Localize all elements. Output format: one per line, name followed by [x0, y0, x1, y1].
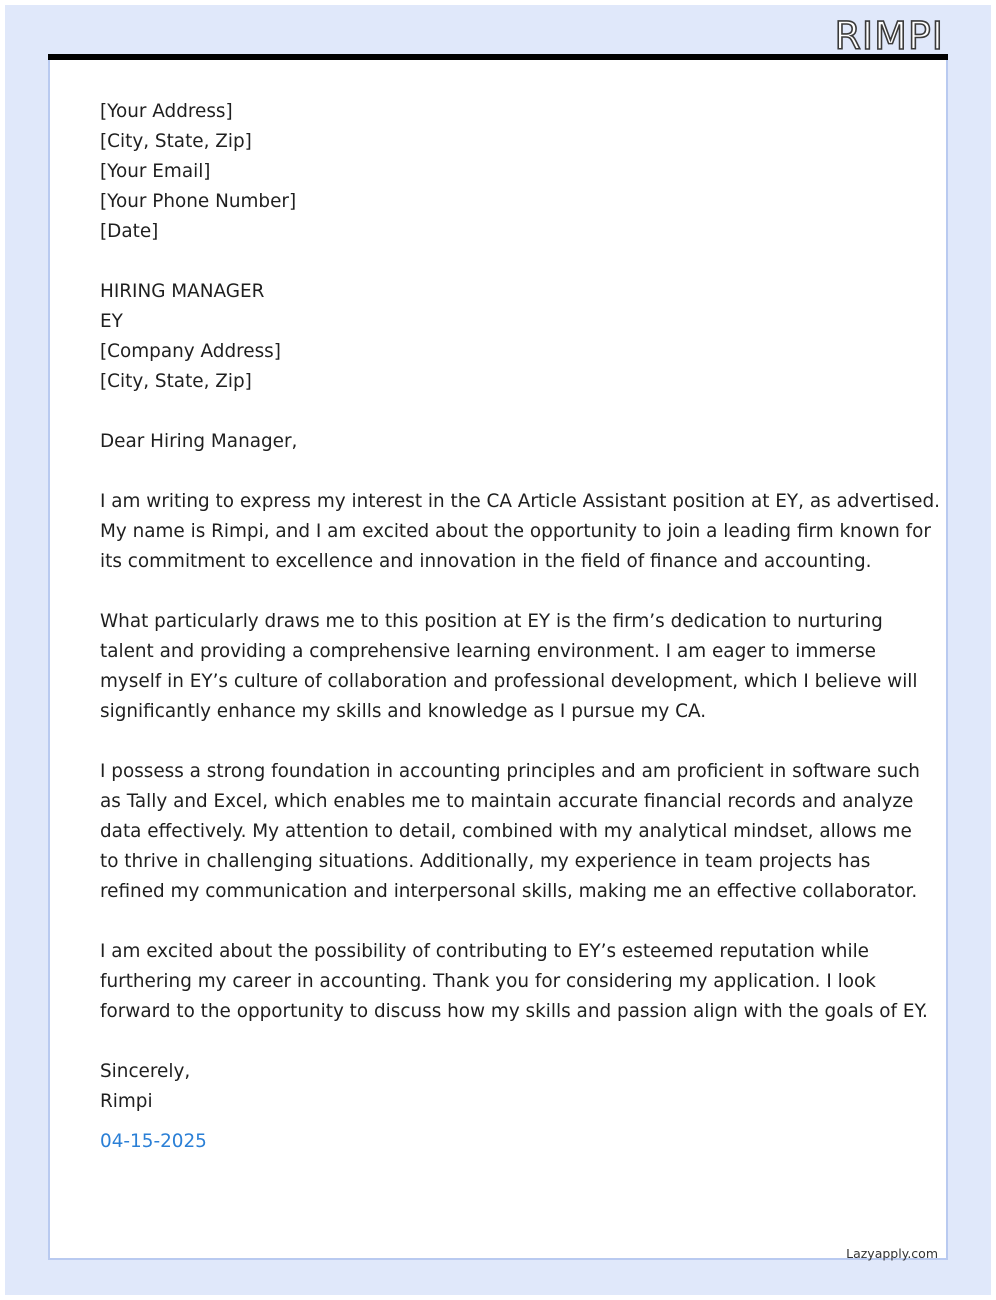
paragraph-intro [100, 487, 940, 577]
paragraph-line: myself in EY’s culture of collaboration and professional development, which I believe will [100, 671, 918, 692]
paragraph-motivation [100, 607, 918, 727]
paragraph-line: talent and providing a comprehensive learning environment. I am eager to immerse [100, 641, 876, 662]
paragraph-line: data effectively. My attention to detail, combined with my analytical mindset, allows me [100, 821, 912, 842]
paragraph-line: I possess a strong foundation in accounting principles and am proficient in software such [100, 761, 920, 782]
paragraph-line: significantly enhance my skills and knowledge as I pursue my CA. [100, 701, 707, 722]
salutation: Dear Hiring Manager, [100, 431, 298, 452]
paragraph-line: its commitment to excellence and innovation in the field of finance and accounting. [100, 551, 872, 572]
paragraph-line: forward to the opportunity to discuss how my skills and passion align with the goals of EY. [100, 1001, 928, 1022]
recipient-address: [Company Address] [100, 341, 281, 362]
paragraph-line: I am writing to express my interest in the CA Article Assistant position at EY, as advertised. [100, 491, 940, 512]
sender-date: [Date] [100, 221, 159, 242]
paragraph-line: What particularly draws me to this position at EY is the firm’s dedication to nurturing [100, 611, 883, 632]
signed-date: 04-15-2025 [100, 1131, 207, 1152]
sender-address: [Your Address] [100, 101, 233, 122]
paragraph-skills [100, 757, 920, 907]
letter-body [100, 97, 940, 1157]
sender-phone: [Your Phone Number] [100, 191, 297, 212]
sender-block [100, 97, 900, 247]
recipient-title: HIRING MANAGER [100, 281, 265, 302]
paragraph-line: furthering my career in accounting. Thank you for considering my application. I look [100, 971, 876, 992]
paragraph-line: refined my communication and interpersonal skills, making me an effective collaborator. [100, 881, 918, 902]
sender-email: [Your Email] [100, 161, 211, 182]
paragraph-line: My name is Rimpi, and I am excited about the opportunity to join a leading firm known for [100, 521, 931, 542]
sender-city-state-zip: [City, State, Zip] [100, 131, 252, 152]
recipient-city-state-zip: [City, State, Zip] [100, 371, 252, 392]
recipient-company: EY [100, 311, 123, 332]
closing-phrase: Sincerely, [100, 1061, 191, 1082]
signature-name: Rimpi [100, 1091, 153, 1112]
paragraph-closing [100, 937, 928, 1027]
footer-watermark: Lazyapply.com [846, 1246, 938, 1261]
paragraph-line: I am excited about the possibility of contributing to EY’s esteemed reputation while [100, 941, 869, 962]
paragraph-line: as Tally and Excel, which enables me to maintain accurate financial records and analyze [100, 791, 914, 812]
brand-logo: RIMPI [834, 14, 944, 58]
recipient-block [100, 277, 900, 397]
paragraph-line: to thrive in challenging situations. Additionally, my experience in team projects has [100, 851, 871, 872]
header-rule [48, 54, 948, 60]
